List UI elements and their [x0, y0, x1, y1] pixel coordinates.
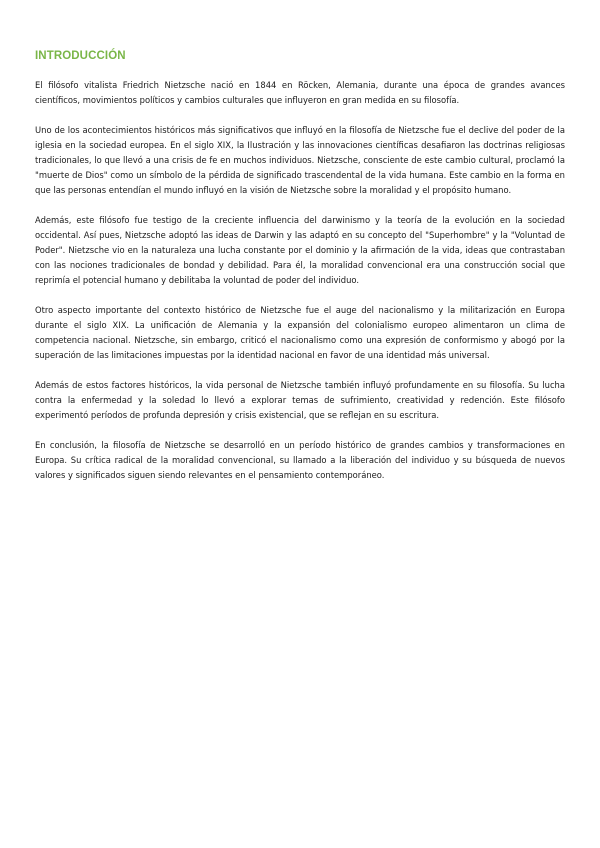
paragraph-personal-life: Además de estos factores históricos, la vida personal de Nietzsche también influyó profundamente en su filosofía. Su lucha contra la enfermedad y la soledad lo llevó a explorar temas de sufrimiento, creatividad y redención. Este filósofo experimentó períodos de profunda depresión y crisis existencial, que se reflejan en su escritura. [35, 380, 565, 420]
paragraph-conclusion: En conclusión, la filosofía de Nietzsche se desarrolló en un período histórico de grandes cambios y transformaciones en Europa. Su crítica radical de la moralidad convencional, su llamado a la liberación del individuo y su búsqueda de nuevos valores y significados siguen siendo relevantes en el pensamiento contemporáneo. [35, 440, 565, 480]
paragraph-intro: El filósofo vitalista Friedrich Nietzsche nació en 1844 en Röcken, Alemania, durante una época de grandes avances científicos, movimientos políticos y cambios culturales que influyeron en gran medida en su filosofía. [35, 80, 565, 105]
paragraph-church-decline: Uno de los acontecimientos históricos más significativos que influyó en la filosofía de Nietzsche fue el declive del poder de la iglesia en la sociedad europea. En el siglo XIX, la Ilustración y las innovaciones científicas desafiaron las doctrinas religiosas tradicionales, lo que llevó a una crisis de fe en muchos individuos. Nietzsche, consciente de este cambio cultural, proclamó la "muerte de Dios" como un símbolo de la pérdida de significado trascendental de la vida humana. Este cambio en la forma en que las personas entendían el mundo influyó en la visión de Nietzsche sobre la moralidad y el propósito humano. [35, 125, 565, 195]
paragraph-darwinism: Además, este filósofo fue testigo de la creciente influencia del darwinismo y la teoría de la evolución en la sociedad occidental. Así pues, Nietzsche adoptó las ideas de Darwin y las adaptó en su concepto del "Superhombre" y la "Voluntad de Poder". Nietzsche vio en la naturaleza una lucha constante por el dominio y la afirmación de la vida, ideas que contrastaban con las nociones tradicionales de bondad y debilidad. Para él, la moralidad convencional era una construcción social que reprimía el potencial humano y debilitaba la voluntad de poder del individuo. [35, 215, 565, 285]
section-heading: INTRODUCCIÓN [35, 50, 126, 62]
document-body [35, 50, 565, 498]
paragraph-nationalism: Otro aspecto importante del contexto histórico de Nietzsche fue el auge del nacionalismo y la militarización en Europa durante el siglo XIX. La unificación de Alemania y la expansión del colonialismo europeo alimentaron un clima de competencia nacional. Nietzsche, sin embargo, criticó el nacionalismo como una expresión de conformismo y abogó por la superación de las limitaciones impuestas por la identidad nacional en favor de una identidad más universal. [35, 305, 565, 360]
